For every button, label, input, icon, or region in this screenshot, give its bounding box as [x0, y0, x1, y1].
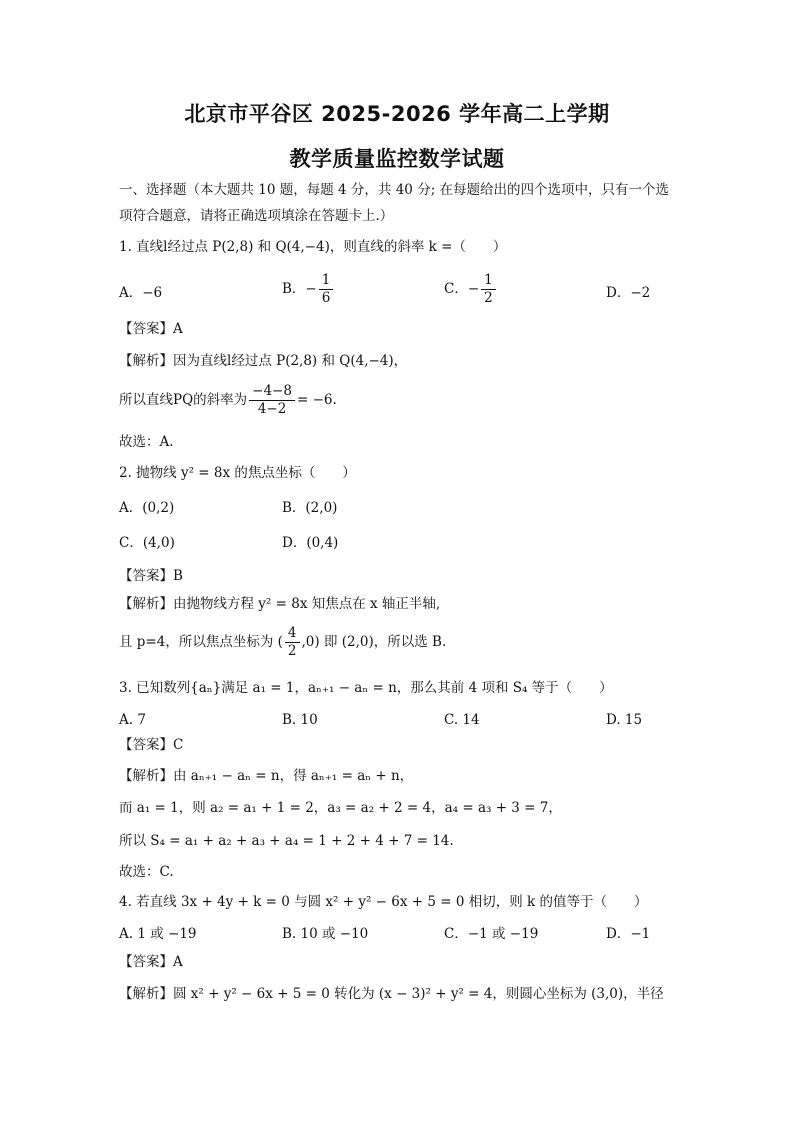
q2-stem: 2. 抛物线 y² = 8x 的焦点坐标（ ）: [119, 465, 356, 481]
q3-option-c: C. 14: [444, 712, 480, 728]
q1-option-b-numerator: 1: [319, 272, 334, 290]
q4-answer: 【答案】A: [119, 954, 183, 970]
q3-answer: 【答案】C: [119, 737, 184, 753]
q2-analysis-2-denominator: 2: [287, 643, 297, 659]
q4-stem: 4. 若直线 3x + 4y + k = 0 与圆 x² + y² − 6x + 5 = 0 相切，则 k 的值等于（ ）: [119, 894, 648, 910]
q2-analysis-1: 【解析】由抛物线方程 y² = 8x 知焦点在 x 轴正半轴,: [119, 596, 441, 612]
q1-option-c-denominator: 2: [484, 290, 493, 306]
q1-option-c: [444, 272, 498, 307]
q2-analysis-2-suffix: ,0) 即 (2,0)，所以选 B.: [301, 634, 447, 650]
q3-stem: 3. 已知数列{aₙ}满足 a₁ = 1，aₙ₊₁ − aₙ = n，那么其前 4 项和 S₄ 等于（ ）: [119, 680, 613, 696]
q1-stem: 1. 直线l经过点 P(2,8) 和 Q(4,−4)，则直线的斜率 k =（ ）: [119, 239, 507, 255]
q1-analysis-2-denominator: 4−2: [257, 401, 287, 417]
section-heading-line2: 项符合题意，请将正确选项填涂在答题卡上.）: [119, 208, 394, 224]
q3-conclusion: 故选：C.: [119, 864, 174, 880]
q1-analysis-2-suffix: = −6.: [296, 392, 337, 408]
q3-option-d: D. 15: [606, 712, 643, 728]
q1-analysis-2: [119, 383, 337, 418]
q2-analysis-2: [119, 625, 446, 660]
q3-analysis-3: 所以 S₄ = a₁ + a₂ + a₃ + a₄ = 1 + 2 + 4 + 7 = 14.: [119, 833, 454, 849]
q1-analysis-2-fraction: [249, 383, 295, 418]
q2-option-d: D．(0,4): [282, 535, 339, 551]
q2-analysis-2-numerator: 4: [285, 625, 300, 643]
section-heading-line1: 一、选择题（本大题共 10 题，每题 4 分，共 40 分; 在每题给出的四个选项中，只有一个选: [119, 182, 670, 198]
q2-option-b: B．(2,0): [282, 500, 338, 516]
q1-option-d: D．−2: [606, 285, 651, 301]
q1-option-c-numerator: 1: [481, 272, 496, 290]
q4-option-a: A. 1 或 −19: [119, 926, 197, 942]
q2-analysis-2-prefix: 且 p=4，所以焦点坐标为 (: [119, 634, 283, 650]
q3-option-b: B. 10: [282, 712, 318, 728]
q4-analysis-1: 【解析】圆 x² + y² − 6x + 5 = 0 转化为 (x − 3)² + y² = 4，则圆心坐标为 (3,0)，半径: [119, 986, 664, 1002]
q1-option-b-fraction: [319, 272, 334, 307]
q2-analysis-2-fraction: [285, 625, 300, 660]
q4-option-c: C．−1 或 −19: [444, 926, 539, 942]
q1-option-c-fraction: [481, 272, 496, 307]
q3-option-a: A. 7: [119, 712, 146, 728]
q3-analysis-2: 而 a₁ = 1，则 a₂ = a₁ + 1 = 2，a₃ = a₂ + 2 = 4，a₄ = a₃ + 3 = 7，: [119, 800, 562, 816]
q4-option-b: B. 10 或 −10: [282, 926, 369, 942]
q2-answer: 【答案】B: [119, 568, 183, 584]
section-heading: [119, 177, 679, 229]
q1-analysis-2-numerator: −4−8: [249, 383, 295, 401]
q1-analysis-2-prefix: 所以直线PQ的斜率为: [119, 392, 248, 408]
q1-option-b-denominator: 6: [321, 290, 331, 306]
q1-conclusion: 故选：A.: [119, 434, 174, 450]
q1-answer: 【答案】A: [119, 321, 183, 337]
q1-option-c-prefix: C．−: [444, 281, 480, 297]
q2-option-c: C．(4,0): [119, 535, 175, 551]
q4-option-d: D．−1: [606, 926, 651, 942]
document-title: 北京市平谷区 2025-2026 学年高二上学期: [184, 102, 610, 126]
q1-option-a: A．−6: [119, 285, 163, 301]
q1-analysis-1: 【解析】因为直线l经过点 P(2,8) 和 Q(4,−4)，: [119, 353, 408, 369]
q2-option-a: A．(0,2): [119, 500, 175, 516]
q1-option-b: [282, 272, 335, 307]
q3-analysis-1: 【解析】由 aₙ₊₁ − aₙ = n，得 aₙ₊₁ = aₙ + n，: [119, 768, 414, 784]
q1-option-b-prefix: B．−: [282, 281, 317, 297]
document-subtitle: 教学质量监控数学试题: [289, 147, 505, 171]
